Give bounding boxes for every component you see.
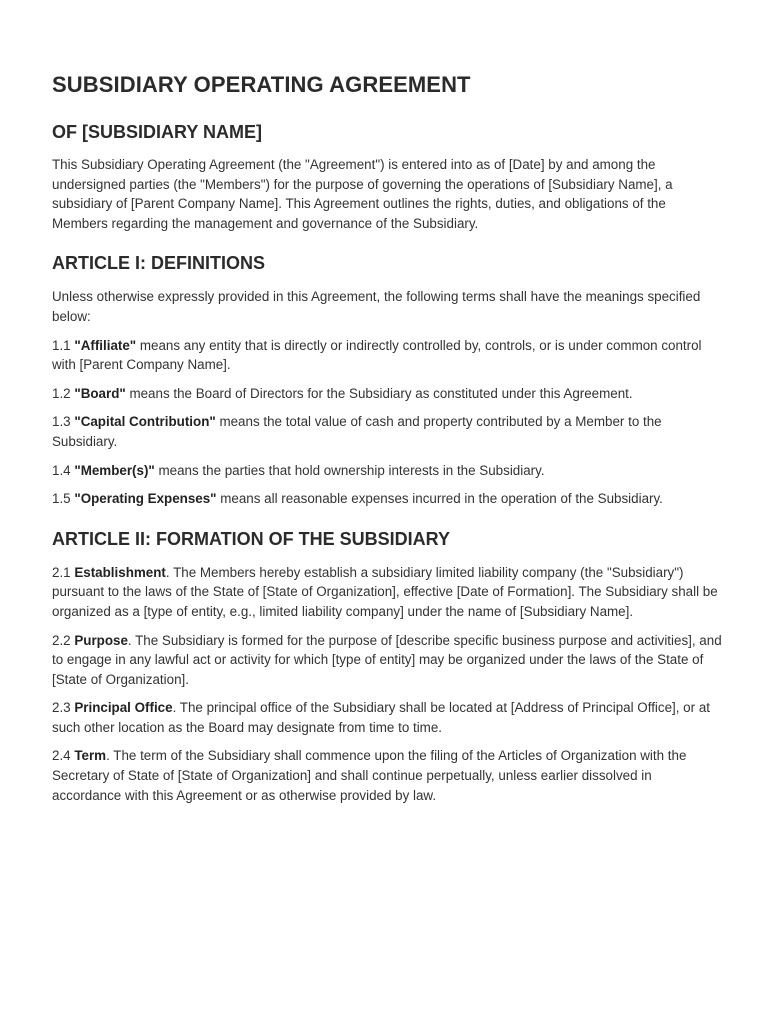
definition-1-1 — [52, 336, 722, 375]
document-page — [52, 70, 722, 805]
section-text: . The principal office of the Subsidiary shall be located at [Address of Principal Office], or at such other location as the Board may designate from time to time. — [52, 700, 710, 735]
definition-number: 1.5 — [52, 491, 75, 507]
definition-number: 1.2 — [52, 385, 75, 401]
section-number: 2.4 — [52, 748, 75, 764]
section-2-2 — [52, 631, 722, 690]
definition-text: means any entity that is directly or indirectly controlled by, controls, or is under common control with [Parent Company Name]. — [52, 337, 702, 373]
section-number: 2.1 — [52, 564, 75, 580]
section-term: Purpose — [74, 632, 128, 648]
definition-text: means the parties that hold ownership interests in the Subsidiary. — [154, 462, 545, 478]
intro-paragraph: This Subsidiary Operating Agreement (the "Agreement") is entered into as of [Date] by and among the undersigned parties (the "Members") for the purpose of governing the operations of [Subsidiary Name], a subsidiary of [Parent Company Name]. This Agreement outlines the rights, duties, and obligations of the Members regarding the management and governance of the Subsidiary. — [52, 157, 673, 231]
definition-term: "Member(s)" — [74, 462, 155, 478]
section-text: . The Members hereby establish a subsidiary limited liability company (the "Subsidiary") pursuant to the laws of the State of [State of Organization], effective [Date of Formation]. The Subsidiary shall be organized as a [type of entity, e.g., limited liability company] under the name of [Subsidiary Name]. — [52, 564, 718, 619]
section-term: Term — [74, 748, 107, 764]
section-2-1 — [52, 563, 722, 622]
definition-1-4 — [52, 461, 722, 481]
section-2-4 — [52, 746, 722, 805]
definition-number: 1.3 — [52, 414, 75, 430]
definition-term: "Operating Expenses" — [74, 491, 217, 507]
definition-text: means the total value of cash and property contributed by a Member to the Subsidiary. — [52, 414, 662, 449]
definition-text: means all reasonable expenses incurred in the operation of the Subsidiary. — [216, 491, 663, 507]
definition-number: 1.1 — [52, 337, 75, 353]
definition-1-2 — [52, 384, 722, 404]
document-subtitle: OF [SUBSIDIARY NAME] — [52, 122, 263, 142]
section-number: 2.3 — [52, 700, 75, 716]
article-2-heading: ARTICLE II: FORMATION OF THE SUBSIDIARY — [52, 528, 450, 549]
definition-term: "Capital Contribution" — [74, 414, 216, 430]
article-1-lead: Unless otherwise expressly provided in this Agreement, the following terms shall have the meanings specified below: — [52, 289, 701, 324]
section-term: Establishment — [74, 564, 166, 580]
section-number: 2.2 — [52, 632, 75, 648]
document-title: SUBSIDIARY OPERATING AGREEMENT — [52, 72, 471, 97]
definition-term: "Affiliate" — [74, 337, 137, 353]
section-text: . The Subsidiary is formed for the purpose of [describe specific business purpose and activities], and to engage in any lawful act or activity for which [type of entity] may be organized under the laws of the State of [State of Organization]. — [52, 632, 722, 687]
section-term: Principal Office — [74, 700, 173, 716]
definition-number: 1.4 — [52, 462, 75, 478]
definition-1-3 — [52, 412, 722, 451]
section-text: . The term of the Subsidiary shall commence upon the filing of the Articles of Organization with the Secretary of State of [State of Organization] and shall continue perpetually, unless earlier dissolved in accordance with this Agreement or as otherwise provided by law. — [52, 748, 687, 803]
definition-1-5 — [52, 489, 722, 509]
definition-term: "Board" — [74, 385, 126, 401]
section-2-3 — [52, 698, 722, 737]
definition-text: means the Board of Directors for the Subsidiary as constituted under this Agreement. — [125, 385, 633, 401]
article-1-heading: ARTICLE I: DEFINITIONS — [52, 253, 265, 274]
